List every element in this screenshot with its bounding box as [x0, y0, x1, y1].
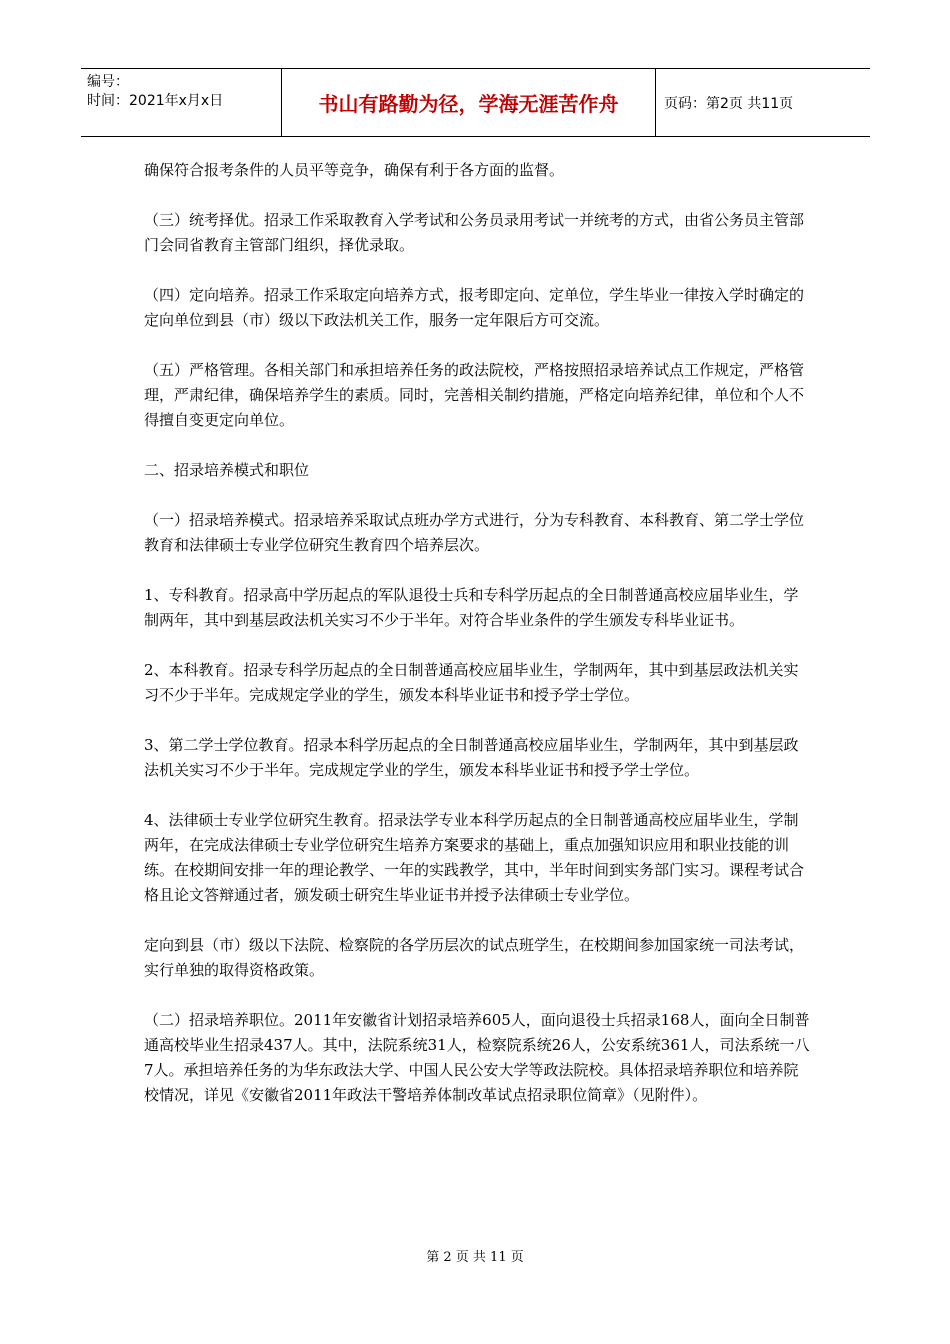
number-label: 编号： [87, 74, 129, 90]
section-heading: 二、招录培养模式和职位 [144, 461, 310, 479]
paragraph: 2、本科教育。招录专科学历起点的全日制普通高校应届毕业生，学制两年，其中到基层政法机关实习不少于半年。完成规定学业的学生，颁发本科毕业证书和授予学士学位。 [144, 661, 799, 704]
document-body [144, 158, 811, 1133]
paragraph: 确保符合报考条件的人员平等竞争，确保有利于各方面的监督。 [144, 161, 565, 179]
paragraph: （三）统考择优。招录工作采取教育入学考试和公务员录用考试一并统考的方式，由省公务员主管部门会同省教育主管部门组织，择优录取。 [144, 211, 805, 254]
header-page-info: 页码：第2页 共11页 [664, 95, 794, 112]
page-header [81, 68, 870, 137]
header-meta [81, 69, 281, 136]
page-footer: 第 2 页 共 11 页 [426, 1250, 524, 1265]
paragraph: 定向到县（市）级以下法院、检察院的各学历层次的试点班学生，在校期间参加国家统一司法考试，实行单独的取得资格政策。 [144, 936, 805, 979]
paragraph: 1、专科教育。招录高中学历起点的军队退役士兵和专科学历起点的全日制普通高校应届毕业生，学制两年，其中到基层政法机关实习不少于半年。对符合毕业条件的学生颁发专科毕业证书。 [144, 586, 799, 629]
paragraph: （二）招录培养职位。2011年安徽省计划招录培养605人，面向退役士兵招录168人，面向全日制普通高校毕业生招录437人。其中，法院系统31人，检察院系统26人，公安系统361人，司法系统一八7人。承担培养任务的为华东政法大学、中国人民公安大学等政法院校。具体招录培养职位和培养院校情况，详见《安徽省2011年政法干警培养体制改革试点招录职位简章》（见附件）。 [144, 1011, 810, 1104]
paragraph: （一）招录培养模式。招录培养采取试点班办学方式进行，分为专科教育、本科教育、第二学士学位教育和法律硕士专业学位研究生教育四个培养层次。 [144, 511, 805, 554]
paragraph: （五）严格管理。各相关部门和承担培养任务的政法院校，严格按照招录培养试点工作规定，严格管理，严肃纪律，确保培养学生的素质。同时，完善相关制约措施，严格定向培养纪律，单位和个人不得擅自变更定向单位。 [144, 361, 805, 429]
header-motto: 书山有路勤为径，学海无涯苦作舟 [281, 69, 656, 136]
paragraph: 3、第二学士学位教育。招录本科学历起点的全日制普通高校应届毕业生，学制两年，其中到基层政法机关实习不少于半年。完成规定学业的学生，颁发本科毕业证书和授予学士学位。 [144, 736, 799, 779]
paragraph: （四）定向培养。招录工作采取定向培养方式，报考即定向、定单位，学生毕业一律按入学时确定的定向单位到县（市）级以下政法机关工作，服务一定年限后方可交流。 [144, 286, 805, 329]
paragraph: 4、法律硕士专业学位研究生教育。招录法学专业本科学历起点的全日制普通高校应届毕业生，学制两年，在完成法律硕士专业学位研究生培养方案要求的基础上，重点加强知识应用和职业技能的训练。在校期间安排一年的理论教学、一年的实践教学，其中，半年时间到实务部门实习。课程考试合格且论文答辩通过者，颁发硕士研究生毕业证书并授予法律硕士专业学位。 [144, 811, 805, 904]
time-label: 时间：2021年x月x日 [87, 93, 224, 109]
